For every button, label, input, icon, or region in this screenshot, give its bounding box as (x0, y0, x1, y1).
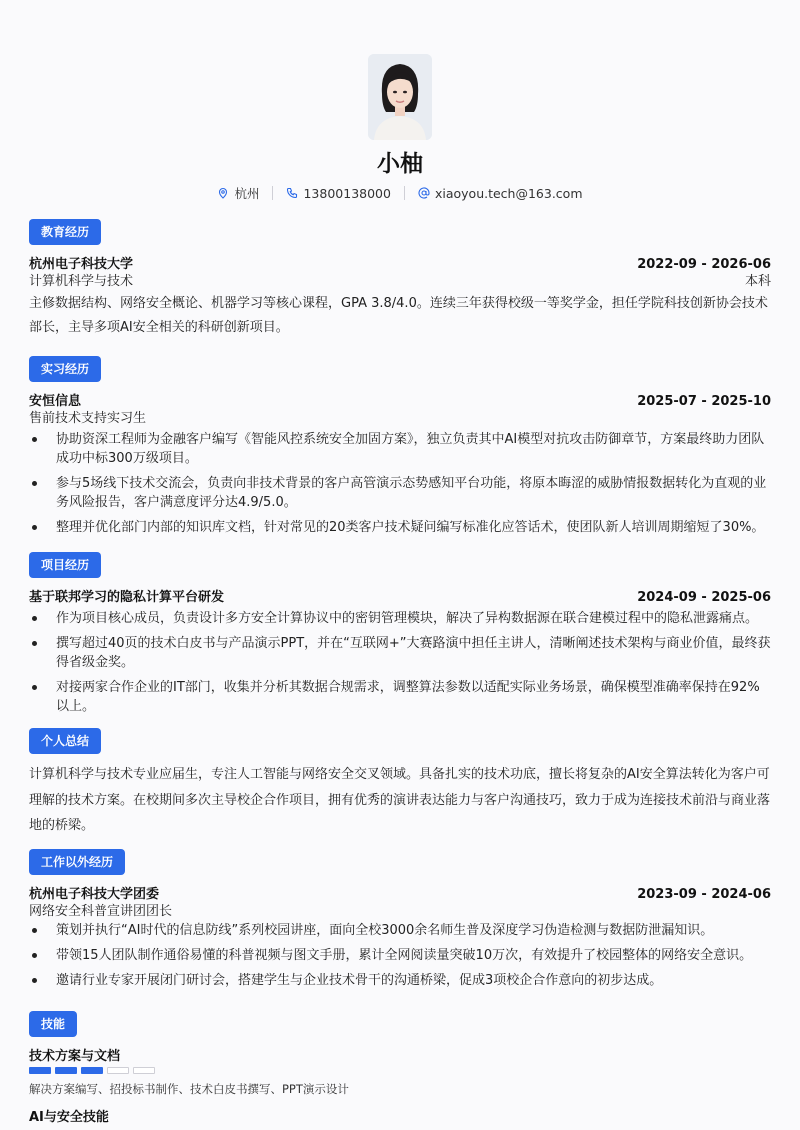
internship-subheader (29, 407, 771, 426)
skill-detail: 解决方案编写、招投标书制作、技术白皮书撰写、PPT演示设计 (29, 1082, 349, 1096)
internship-dates: 2025-07 - 2025-10 (637, 394, 771, 409)
location-text: 杭州 (234, 186, 260, 201)
school-name: 杭州电子科技大学 (29, 257, 134, 272)
contact-divider (272, 186, 273, 200)
contact-divider (404, 186, 405, 200)
list-item: 参与5场线下技术交流会，负责向非技术背景的客户高管演示态势感知平台功能，将原本晦涩的威胁情报数据转化为直观的业务风险报告，客户满意度评分达4.9/5.0。 (29, 474, 771, 512)
company-name: 安恒信息 (29, 394, 82, 409)
section-heading-skills: 技能 (29, 1011, 77, 1037)
skill-level-segment (29, 1067, 51, 1074)
list-item: 协助资深工程师为金融客户编写《智能风控系统安全加固方案》，独立负责其中AI模型对抗攻击防御章节，方案最终助力团队成功中标300万级项目。 (29, 430, 771, 468)
education-subheader (29, 270, 771, 289)
section-heading-education: 教育经历 (29, 219, 101, 245)
map-pin-icon (217, 187, 229, 199)
internship-role: 售前技术支持实习生 (29, 411, 147, 426)
section-heading-project: 项目经历 (29, 552, 101, 578)
section-heading-internship: 实习经历 (29, 356, 101, 382)
education-description: 主修数据结构、网络安全概论、机器学习等核心课程，GPA 3.8/4.0。连续三年获得校级一等奖学金，担任学院科技创新协会技术部长，主导多项AI安全相关的科研创新项目。 (29, 296, 768, 335)
skill-name: 技术方案与文档 (29, 1049, 121, 1064)
list-item: 撰写超过40页的技术白皮书与产品演示PPT，并在“互联网+”大赛路演中担任主讲人，清晰阐述技术架构与商业价值，最终获得省级金奖。 (29, 634, 771, 672)
contact-bar (0, 184, 800, 202)
extracurricular-role: 网络安全科普宣讲团团长 (29, 904, 173, 919)
phone-text: 13800138000 (303, 185, 391, 201)
extracurricular-dates: 2023-09 - 2024-06 (637, 887, 771, 902)
candidate-name: 小柚 (377, 151, 423, 177)
skill-level-segment (81, 1067, 103, 1074)
list-item: 邀请行业专家开展闭门研讨会，搭建学生与企业技术骨干的沟通桥梁，促成3项校企合作意向的初步达成。 (29, 971, 771, 990)
major: 计算机科学与技术 (29, 274, 134, 289)
extracurricular-bullets (29, 921, 771, 996)
degree: 本科 (744, 274, 771, 289)
internship-bullets (29, 430, 771, 543)
project-dates: 2024-09 - 2025-06 (637, 590, 771, 605)
list-item: 带领15人团队制作通俗易懂的科普视频与图文手册，累计全网阅读量突破10万次，有效提升了校园整体的网络安全意识。 (29, 946, 771, 965)
list-item: 整理并优化部门内部的知识库文档，针对常见的20类客户技术疑问编写标准化应答话术，使团队新人培训周期缩短了30%。 (29, 518, 771, 537)
project-bullets (29, 609, 771, 722)
phone-icon (286, 187, 298, 199)
skill-level-segment (55, 1067, 77, 1074)
extracurricular-subheader (29, 900, 771, 919)
section-heading-extracurricular: 工作以外经历 (29, 849, 125, 875)
list-item: 策划并执行“AI时代的信息防线”系列校园讲座，面向全校3000余名师生普及深度学习伪造检测与数据防泄漏知识。 (29, 921, 771, 940)
skill-level-segment (133, 1067, 155, 1074)
contact-location (217, 184, 259, 202)
email-text: xiaoyou.tech@163.com (434, 185, 583, 201)
summary-text: 计算机科学与技术专业应届生，专注人工智能与网络安全交叉领域。具备扎实的技术功底，擅长将复杂的AI安全算法转化为客户可理解的技术方案。在校期间多次主导校企合作项目，拥有优秀的演讲表达能力与客户沟通技巧，致力于成为连接技术前沿与商业落地的桥梁。 (29, 767, 771, 833)
project-header (29, 586, 771, 605)
project-title: 基于联邦学习的隐私计算平台研发 (29, 590, 225, 605)
skill-level-bar (29, 1067, 155, 1074)
profile-photo (368, 54, 432, 140)
org-name: 杭州电子科技大学团委 (29, 887, 160, 902)
list-item: 作为项目核心成员，负责设计多方安全计算协议中的密钥管理模块，解决了异构数据源在联合建模过程中的隐私泄露痛点。 (29, 609, 771, 628)
list-item: 对接两家合作企业的IT部门，收集并分析其数据合规需求，调整算法参数以适配实际业务场景，确保模型准确率保持在92%以上。 (29, 678, 771, 716)
at-sign-icon (418, 187, 430, 199)
skill-name: AI与安全技能 (29, 1110, 109, 1125)
skill-level-segment (107, 1067, 129, 1074)
contact-email (418, 186, 583, 201)
education-dates: 2022-09 - 2026-06 (637, 257, 771, 272)
section-heading-summary: 个人总结 (29, 728, 101, 754)
contact-phone (286, 186, 390, 201)
